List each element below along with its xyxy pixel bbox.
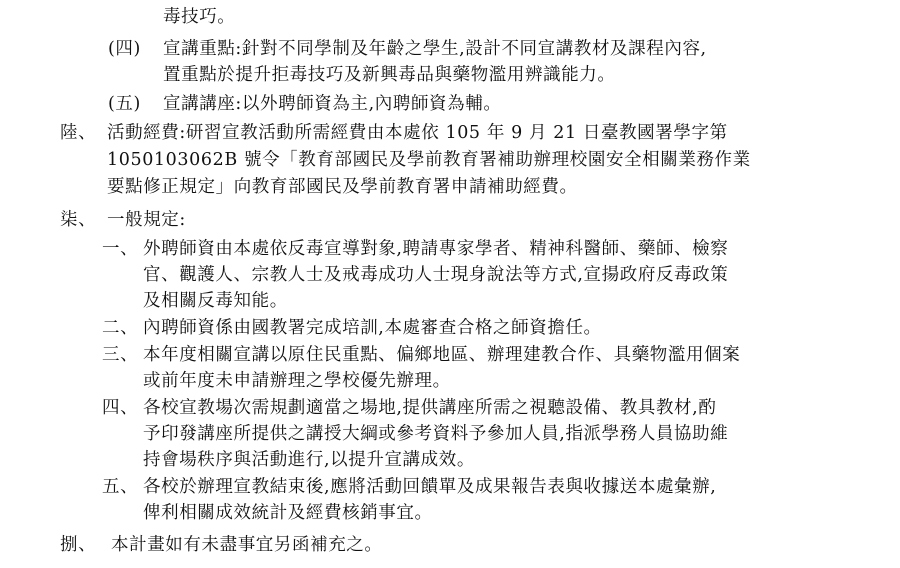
item-five-label: (五) bbox=[108, 94, 141, 114]
rule-five-line-1: 各校於辦理宣教結束後,應將活動回饋單及成果報告表與收據送本處彙辦, bbox=[143, 477, 717, 497]
continued-text: 毒技巧。 bbox=[163, 7, 236, 27]
rule-three-label: 三、 bbox=[102, 345, 139, 365]
section-seven-title: 一般規定: bbox=[107, 210, 186, 230]
rule-three-line-2: 或前年度未申請辦理之學校優先辦理。 bbox=[143, 371, 451, 391]
rule-one-line-2: 官、觀護人、宗教人士及戒毒成功人士現身說法等方式,宣揚政府反毒政策 bbox=[143, 265, 729, 285]
section-six-line-2: 1050103062B 號令「教育部國民及學前教育署補助辦理校園安全相關業務作業 bbox=[107, 150, 751, 170]
rule-one-line-1: 外聘師資由本處依反毒宣導對象,聘請專家學者、精神科醫師、藥師、檢察 bbox=[143, 239, 729, 259]
rule-one-label: 一、 bbox=[102, 239, 139, 259]
rule-four-line-2: 予印發講座所提供之講授大綱或參考資料予參加人員,指派學務人員協助維 bbox=[143, 424, 729, 444]
rule-two-label: 二、 bbox=[102, 318, 139, 338]
section-six-line-3: 要點修正規定」向教育部國民及學前教育署申請補助經費。 bbox=[107, 177, 578, 197]
item-four-label: (四) bbox=[108, 39, 141, 59]
item-four-line-1: 宣講重點:針對不同學制及年齡之學生,設計不同宣講教材及課程內容, bbox=[163, 39, 707, 59]
section-seven-label: 柒、 bbox=[60, 210, 97, 230]
rule-four-label: 四、 bbox=[102, 398, 139, 418]
item-five-line-1: 宣講講座:以外聘師資為主,內聘師資為輔。 bbox=[163, 94, 502, 114]
rule-two-line-1: 內聘師資係由國教署完成培訓,本處審查合格之師資擔任。 bbox=[143, 318, 602, 338]
rule-five-label: 五、 bbox=[102, 477, 139, 497]
section-six-label: 陸、 bbox=[60, 123, 97, 143]
rule-three-line-1: 本年度相關宣講以原住民重點、偏鄉地區、辦理建教合作、具藥物濫用個案 bbox=[143, 345, 741, 365]
rule-four-line-3: 持會場秩序與活動進行,以提升宣講成效。 bbox=[143, 450, 475, 470]
rule-one-line-3: 及相關反毒知能。 bbox=[143, 291, 288, 311]
rule-four-line-1: 各校宣教場次需規劃適當之場地,提供講座所需之視聽設備、教具教材,酌 bbox=[143, 398, 717, 418]
rule-five-line-2: 俾利相關成效統計及經費核銷事宜。 bbox=[143, 503, 433, 523]
section-eight-label: 捌、 bbox=[60, 535, 97, 555]
section-eight-text: 本計畫如有未盡事宜另函補充之。 bbox=[111, 535, 383, 555]
item-four-line-2: 置重點於提升拒毒技巧及新興毒品與藥物濫用辨識能力。 bbox=[163, 65, 616, 85]
section-six-line-1: 活動經費:研習宣教活動所需經費由本處依 105 年 9 月 21 日臺教國署學字第 bbox=[107, 123, 728, 143]
